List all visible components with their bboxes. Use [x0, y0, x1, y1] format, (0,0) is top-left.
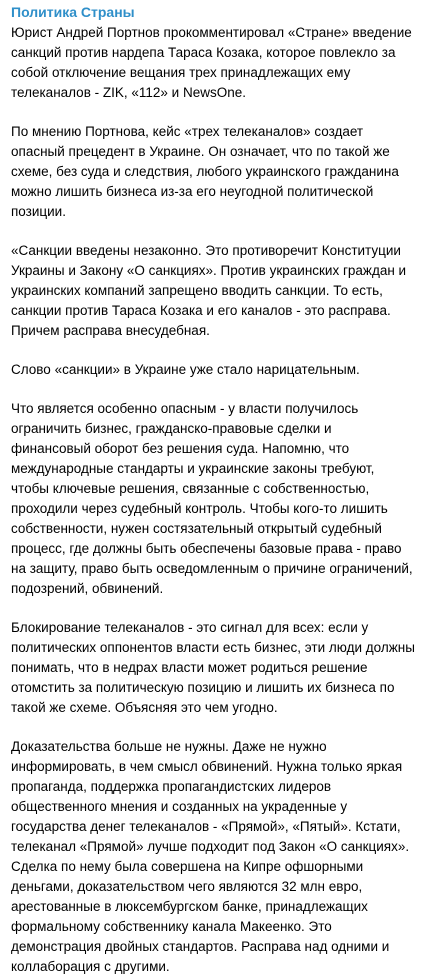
post-paragraph-4: Слово «санкции» в Украине уже стало нарицательным.: [11, 362, 360, 377]
channel-name-link[interactable]: Политика Страны: [11, 4, 135, 20]
post-paragraph-5: Что является особенно опасным - у власти получилось ограничить бизнес, гражданско-правовые сделки и финансовый оборот без решения суда. Напомню, что международные стандарты и украинские законы требуют, чтобы ключевые решения, связанные с собственностью, проходили через судебный контроль. Чтобы кого-то лишить собственности, нужен состязательный открытый судебный процесс, где должны быть обеспечены базовые права - право на защиту, право быть осведомленным о причине ограничений, подозрений, обвинений.: [11, 401, 413, 596]
post-paragraph-3: «Санкции введены незаконно. Это противоречит Конституции Украины и Закону «О санкциях». Против украинских граждан и украинских компаний запрещено вводить санкции. То есть, санкции против Тараса Козака и его каналов - это расправа. Причем расправа внесудебная.: [11, 243, 407, 338]
post-paragraph-1: Юрист Андрей Портнов прокомментировал «Стране» введение санкций против нардепа Тараса Козака, которое повлекло за собой отключение вещания трех принадлежащих ему телеканалов - ZIK, «112» и NewsOne.: [11, 25, 412, 100]
post-paragraph-2: По мнению Портнова, кейс «трех телеканалов» создает опасный прецедент в Украине. Он означает, что по такой же схеме, без суда и следствия, любого украинского гражданина можно лишить бизнеса из-за его неугодной политической позиции.: [11, 124, 399, 219]
paragraph-gap: [11, 599, 415, 618]
paragraph-gap: [11, 222, 415, 241]
paragraph-gap: [11, 341, 415, 360]
paragraph-gap: [11, 718, 415, 737]
post-paragraph-7: Доказательства больше не нужны. Даже не нужно информировать, в чем смысл обвинений. Нужна только яркая пропаганда, поддержка пропагандистских лидеров общественного мнения и созданных на украденные у государства денег телеканалов - «Прямой», «Пятый». Кстати, телеканал «Прямой» лучше подходит под Закон «О санкциях». Сделка по нему была совершена на Кипре офшорными деньгами, доказательством чего являются 32 млн евро, арестованные в люксембургском банке, принадлежащих формальному собственнику канала Макеенко. Это демонстрация двойных стандартов. Расправа над одними и коллаборация с другими.: [11, 739, 410, 974]
paragraph-gap: [11, 380, 415, 399]
paragraph-gap: [11, 103, 415, 122]
post-paragraph-6: Блокирование телеканалов - это сигнал для всех: если у политических оппонентов власти есть бизнес, эти люди должны понимать, что в недрах власти может родиться решение отомстить за политическую позицию и лишить их бизнеса по такой же схеме. Объясняя это чем угодно.: [11, 620, 415, 715]
